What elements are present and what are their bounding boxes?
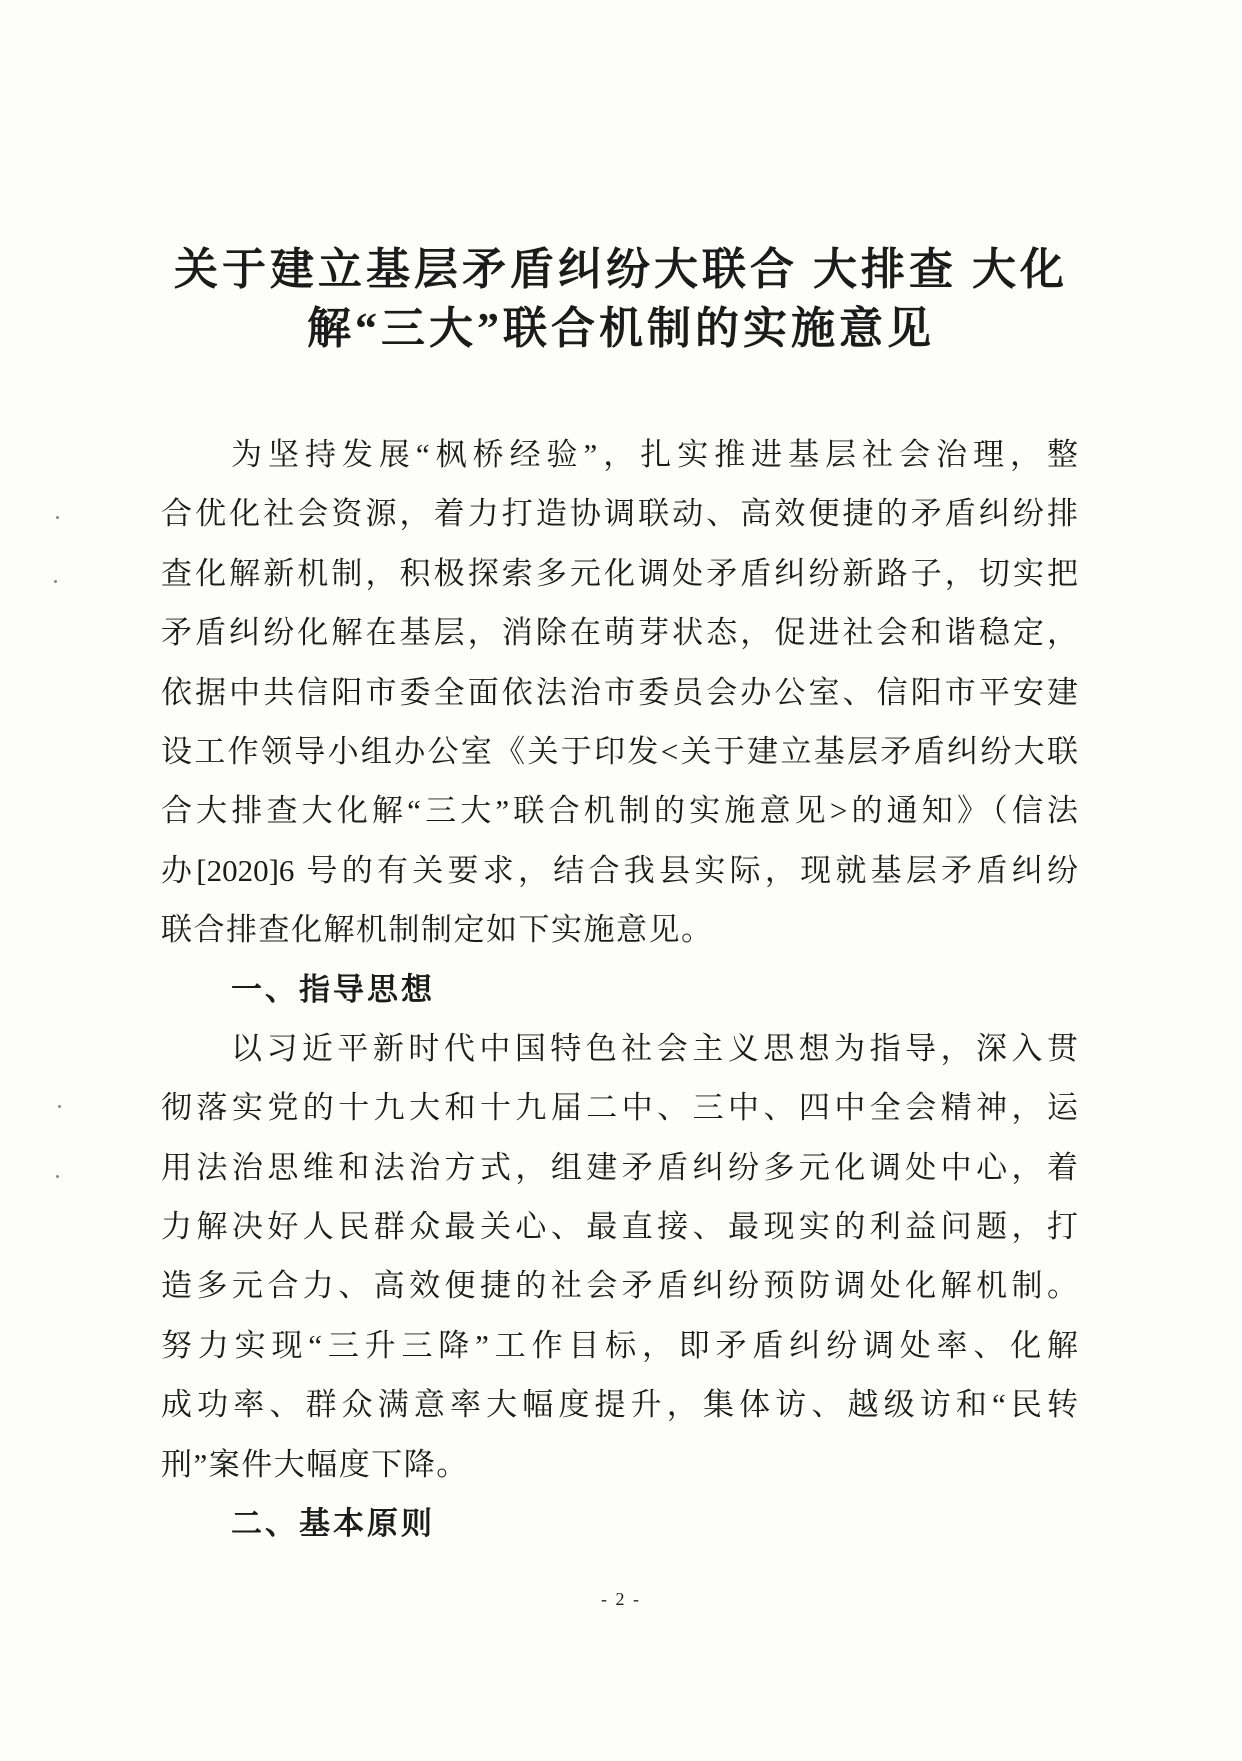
page-number: - 2 - bbox=[601, 1589, 641, 1609]
section-heading-basic-principles: 二、基本原则 bbox=[231, 1506, 435, 1542]
title-line-2: 解“三大”联合机制的实施意见 bbox=[307, 304, 935, 353]
scan-mark bbox=[58, 1105, 61, 1108]
paragraph-line: 刑”案件大幅度下降。 bbox=[161, 1446, 469, 1482]
scan-mark bbox=[54, 580, 57, 583]
section-heading-guiding-ideology: 一、指导思想 bbox=[231, 971, 435, 1007]
paragraph-line: 设工作领导小组办公室《关于印发<关于建立基层矛盾纠纷大联 bbox=[161, 733, 1078, 769]
paragraph-line: 矛盾纠纷化解在基层，消除在萌芽状态，促进社会和谐稳定， bbox=[161, 615, 1078, 651]
scan-mark bbox=[56, 1175, 59, 1178]
paragraph-line: 为坚持发展“枫桥经验”，扎实推进基层社会治理，整 bbox=[231, 437, 1078, 472]
title-line-1: 关于建立基层矛盾纠纷大联合 大排查 大化 bbox=[174, 245, 1068, 294]
paragraph-line: 用法治思维和法治方式，组建矛盾纠纷多元化调处中心，着 bbox=[161, 1149, 1078, 1185]
paragraph-line: 办[2020]6 号的有关要求，结合我县实际，现就基层矛盾纠纷 bbox=[161, 852, 1078, 888]
paragraph-line: 以习近平新时代中国特色社会主义思想为指导，深入贯 bbox=[231, 1030, 1078, 1066]
paragraph-line: 成功率、群众满意率大幅度提升，集体访、越级访和“民转 bbox=[161, 1387, 1078, 1423]
paragraph-line: 力解决好人民群众最关心、最直接、最现实的利益问题，打 bbox=[161, 1209, 1078, 1245]
document-title bbox=[0, 240, 1242, 358]
paragraph-line: 依据中共信阳市委全面依法治市委员会办公室、信阳市平安建 bbox=[161, 674, 1078, 710]
paragraph-line: 查化解新机制，积极探索多元化调处矛盾纠纷新路子，切实把 bbox=[161, 555, 1078, 591]
section-1-paragraph bbox=[161, 1019, 1078, 1494]
paragraph-line: 合大排查大化解“三大”联合机制的实施意见>的通知》（信法 bbox=[161, 793, 1078, 829]
intro-paragraph bbox=[161, 425, 1078, 960]
document-body bbox=[161, 425, 1078, 1553]
paragraph-line: 造多元合力、高效便捷的社会矛盾纠纷预防调处化解机制。 bbox=[161, 1268, 1078, 1304]
scan-mark bbox=[56, 516, 59, 519]
paragraph-line: 联合排查化解机制制定如下实施意见。 bbox=[161, 912, 714, 948]
paragraph-line: 努力实现“三升三降”工作目标，即矛盾纠纷调处率、化解 bbox=[161, 1327, 1078, 1363]
paragraph-line: 彻落实党的十九大和十九届二中、三中、四中全会精神，运 bbox=[161, 1090, 1078, 1126]
paragraph-line: 合优化社会资源，着力打造协调联动、高效便捷的矛盾纠纷排 bbox=[161, 496, 1078, 532]
